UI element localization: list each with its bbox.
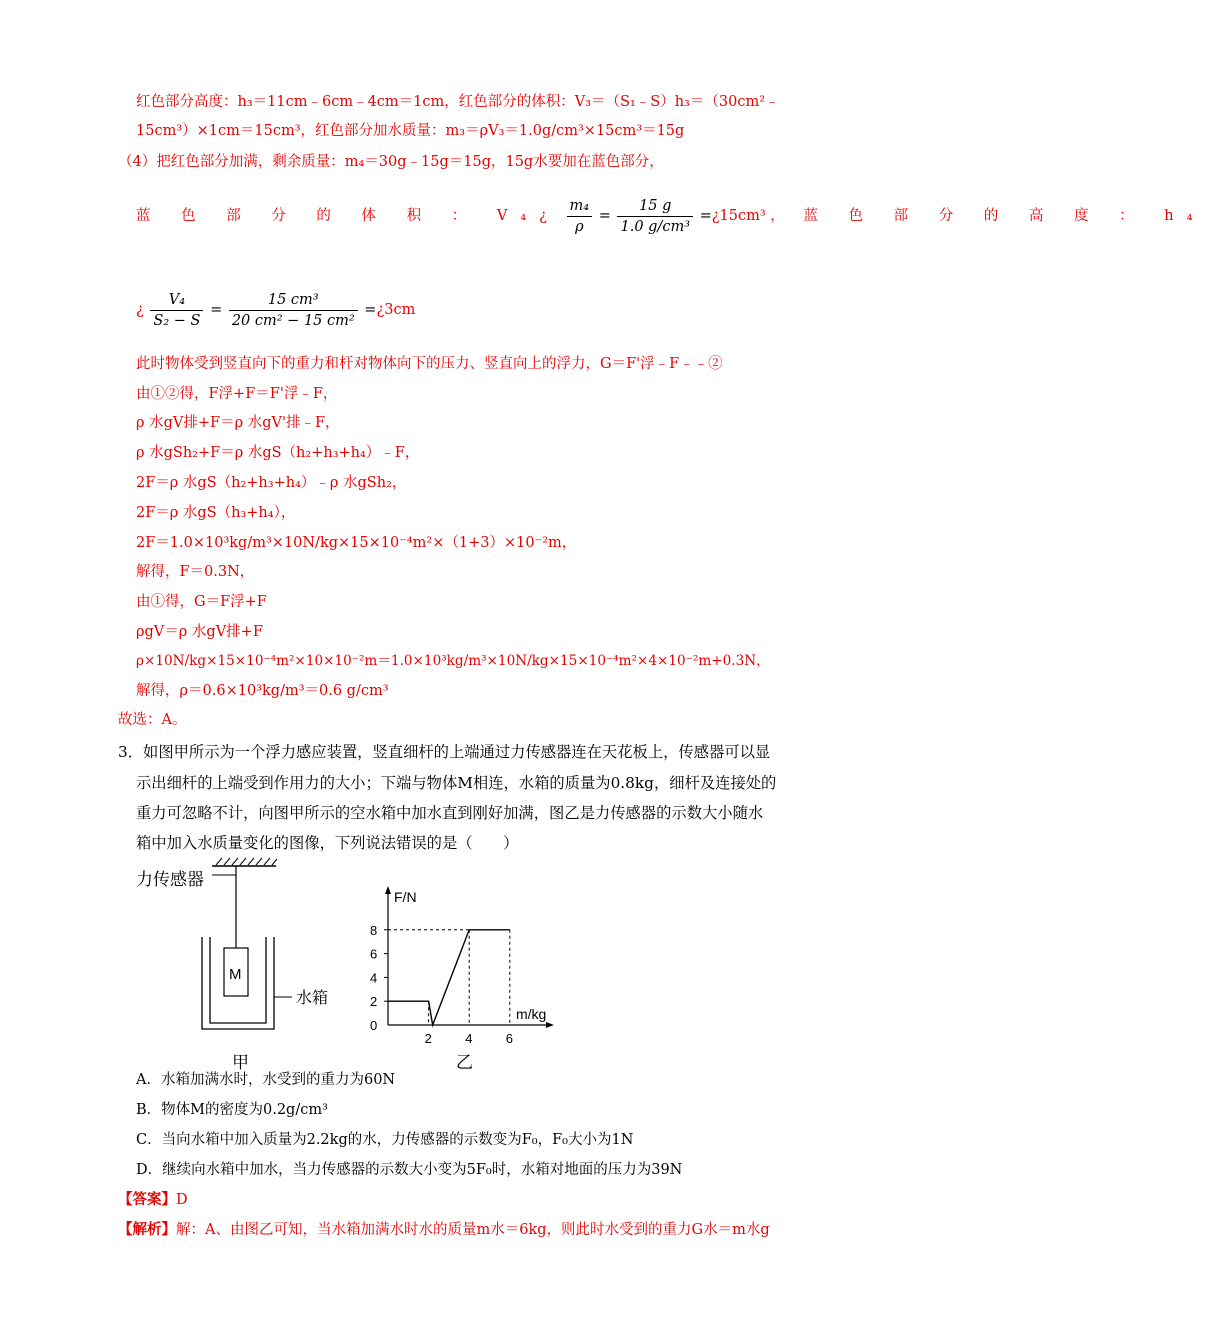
previous-answer: 故选：A。 — [118, 712, 187, 728]
formula-height: ¿ $\frac{\text{V₄}}{\text{S₂ − S}}$ = $\frac{\text{15 cm³}}{\text{20 cm² − 15 cm²}}$ =¿3cm — [136, 291, 416, 329]
numerator: m₄ — [567, 196, 593, 217]
x-tick-label: 4 — [465, 1031, 473, 1046]
answer-label: 【答案】 — [118, 1191, 176, 1208]
solution-line: ρ 水gV排+F＝ρ 水gV'排﹣F， — [136, 415, 340, 431]
object-label: M — [229, 966, 242, 983]
solution-line: ρgV＝ρ 水gV排+F — [136, 624, 263, 640]
answer-value: D — [176, 1192, 188, 1208]
formula-volume: 蓝 色 部 分 的 体 积 ： V₄¿ $\frac{\text{m₄}}{\rho}$ = $\frac{15 g}{\text{1.0 g/cm³}}$ =¿15cm³ ， 蓝 色 部 分 的 高 度 ： h₄ — [136, 197, 1205, 235]
figure-yi-caption: 乙 — [456, 1053, 473, 1073]
option-b: B．物体M的密度为0.2g/cm³ — [136, 1102, 328, 1118]
question-text: 3．如图甲所示为一个浮力感应装置，竖直细杆的上端通过力传感器连在天花板上，传感器可以显 — [118, 743, 771, 761]
height-result: ¿3cm — [376, 302, 416, 318]
volume-result: ¿15cm³ ， — [711, 208, 785, 224]
solution-line: 解得，F＝0.3N， — [136, 564, 255, 580]
fraction-m4-rho — [567, 196, 593, 237]
question-text: 示出细杆的上端受到作用力的大小；下端与物体M相连，水箱的质量为0.8kg，细杆及连接处的 — [136, 774, 777, 792]
analysis-label: 【解析】 — [118, 1221, 176, 1238]
origin-label: 0 — [370, 1018, 378, 1033]
height-prefix: 蓝 色 部 分 的 高 度 ： h₄ — [803, 208, 1205, 224]
question-text: 重力可忽略不计，向图甲所示的空水箱中加水直到刚好加满，图乙是力传感器的示数大小随水 — [136, 804, 764, 822]
force-series-line — [388, 930, 510, 1025]
numerator: 15 g — [617, 196, 693, 217]
fraction-v4 — [150, 290, 203, 331]
fraction-15cm3 — [229, 290, 358, 331]
denominator: 1.0 g/cm³ — [620, 218, 691, 235]
solution-line: ρ 水gSh₂+F＝ρ 水gS（h₂+h₃+h₄）﹣F， — [136, 445, 420, 461]
solution-line: 解得，ρ＝0.6×10³kg/m³＝0.6 g/cm³ — [136, 683, 389, 699]
solution-line: ρ×10N/kg×15×10⁻⁴m²×10×10⁻²m＝1.0×10³kg/m³×10N/kg×15×10⁻⁴m²×4×10⁻²m+0.3N， — [136, 653, 770, 669]
analysis-line — [118, 1220, 770, 1240]
numerator: V₄ — [150, 290, 203, 311]
solution-line: 由①②得，F浮+F＝F'浮﹣F， — [136, 386, 338, 402]
numerator: 15 cm³ — [229, 290, 358, 311]
y-tick-label: 4 — [370, 970, 378, 986]
x-tick-label: 2 — [424, 1031, 432, 1046]
answer-line — [118, 1190, 188, 1210]
figure-jia-caption: 甲 — [232, 1053, 249, 1073]
question-text: 箱中加入水质量变化的图像，下列说法错误的是（ ） — [136, 834, 519, 852]
volume-prefix: 蓝 色 部 分 的 体 积 ： V₄¿ — [136, 208, 560, 224]
y-tick-label: 8 — [370, 922, 378, 938]
y-tick-label: 6 — [370, 946, 378, 962]
x-axis-label: m/kg — [515, 1006, 547, 1022]
solution-line: 15cm³）×1cm＝15cm³，红色部分加水质量：m₃＝ρV₃＝1.0g/cm³×15cm³＝15g — [136, 123, 685, 139]
solution-line: （4）把红色部分加满，剩余质量：m₄＝30g﹣15g＝15g，15g水要加在蓝色部分， — [118, 154, 664, 170]
fraction-15g — [617, 196, 693, 237]
figure-jia-apparatus — [130, 855, 340, 1075]
option-d: D．继续向水箱中加水，当力传感器的示数大小变为5F₀时，水箱对地面的压力为39N — [136, 1162, 683, 1178]
tank-label: 水箱 — [296, 990, 329, 1007]
analysis-text: 解：A、由图乙可知，当水箱加满水时水的质量m水＝6kg，则此时水受到的重力G水＝m水g — [176, 1222, 770, 1238]
option-a: A．水箱加满水时，水受到的重力为60N — [136, 1072, 396, 1088]
denominator: S₂ − S — [153, 312, 201, 329]
y-axis-label: F/N — [394, 889, 417, 905]
figure-yi-chart — [350, 880, 640, 1050]
solution-line: 红色部分高度：h₃＝11cm﹣6cm﹣4cm＝1cm，红色部分的体积：V₃＝（S₁﹣S）h₃＝（30cm²﹣ — [136, 94, 780, 110]
solution-line: 此时物体受到竖直向下的重力和杆对物体向下的压力、竖直向上的浮力，G＝F'浮﹣F﹣﹣② — [136, 356, 723, 372]
denominator: ρ — [575, 218, 584, 235]
denominator: 20 cm² − 15 cm² — [231, 312, 355, 329]
y-axis-arrow — [385, 886, 391, 894]
solution-line: 由①得，G＝F浮+F — [136, 594, 267, 610]
solution-line: 2F＝ρ 水gS（h₂+h₃+h₄）﹣ρ 水gSh₂， — [136, 475, 407, 491]
option-c: C．当向水箱中加入质量为2.2kg的水，力传感器的示数变为F₀，F₀大小为1N — [136, 1132, 634, 1148]
solution-line: 2F＝ρ 水gS（h₃+h₄）， — [136, 505, 296, 521]
sensor-label: 力传感器 — [136, 870, 204, 889]
solution-line: 2F＝1.0×10³kg/m³×10N/kg×15×10⁻⁴m²×（1+3）×10⁻²m， — [136, 535, 577, 551]
ceiling-hatch — [216, 858, 277, 865]
x-tick-label: 6 — [505, 1031, 514, 1046]
y-tick-label: 2 — [370, 994, 378, 1010]
height-start: ¿ — [136, 302, 144, 318]
x-axis-arrow — [546, 1022, 554, 1028]
